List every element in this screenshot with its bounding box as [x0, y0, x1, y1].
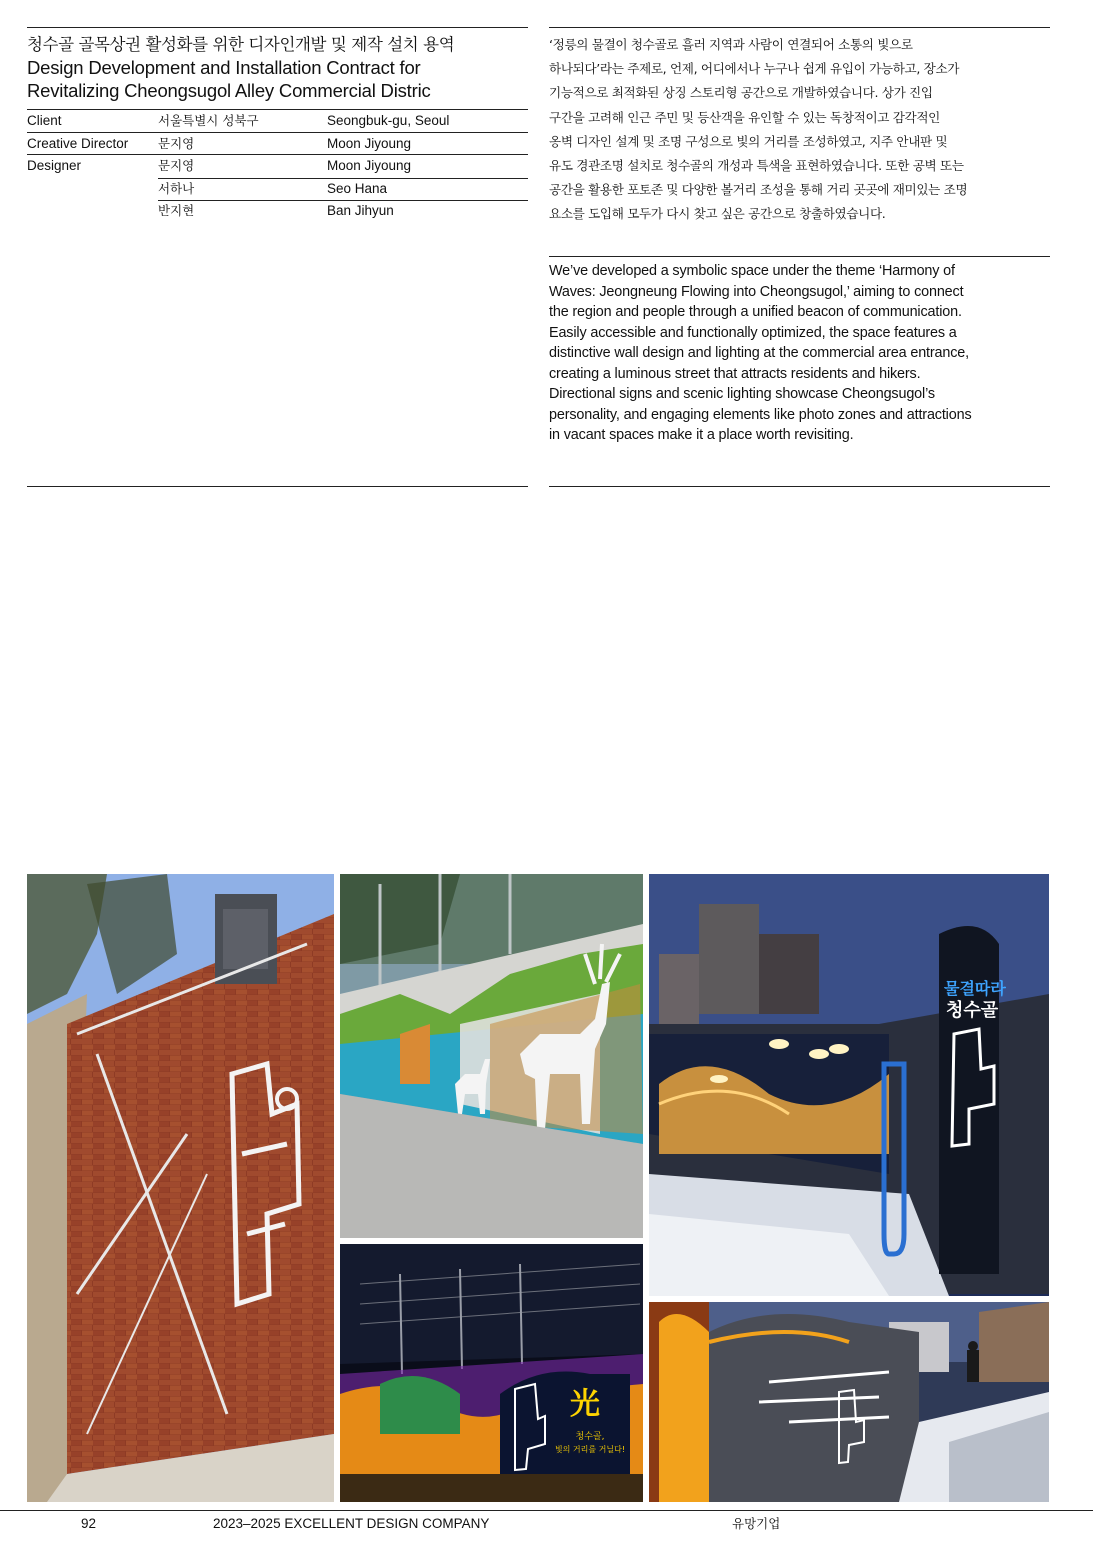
- photo-night-signage: [649, 874, 1049, 1296]
- top-rule-right: [549, 27, 1050, 28]
- photo-glowing-wall-night: [340, 1244, 643, 1502]
- top-rule-left: [27, 27, 528, 28]
- title-english-line1: Design Development and Installation Contract for: [27, 57, 421, 78]
- night-sign-text-line2: 청수골: [946, 1000, 999, 1021]
- credit-row-client: [27, 110, 528, 133]
- desc-en-line: Easily accessible and functionally optimized, the space features a: [549, 324, 957, 341]
- description-korean: [549, 33, 1049, 227]
- desc-en-line: personality, and engaging elements like photo zones and attractions: [549, 406, 972, 423]
- desc-en-line: distinctive wall design and lighting at the commercial area entrance,: [549, 345, 969, 361]
- desc-kr-line: 옹벽 디자인 설계 및 조명 구성으로 빛의 거리를 조성하였고, 지주 안내판 및: [549, 133, 948, 149]
- photo-brick-wall-logo: [27, 874, 334, 1502]
- glow-wall-text-2: 빛의 거리를 거닐다!: [554, 1445, 626, 1454]
- publication-title: 2023–2025 EXCELLENT DESIGN COMPANY: [213, 1516, 490, 1531]
- desc-kr-line: ‘정릉의 물결이 청수골로 흘러 지역과 사람이 연결되어 소통의 빛으로: [549, 37, 913, 52]
- photo-deer-mural-wall: [340, 874, 643, 1238]
- credit-name-kr: 문지영: [158, 158, 195, 173]
- desc-kr-line: 요소를 도입해 모두가 다시 찾고 싶은 공간으로 창출하였습니다.: [549, 206, 886, 222]
- glow-wall-text-1: 청수골,: [575, 1432, 605, 1442]
- credits-table: [27, 110, 528, 223]
- credit-row-designer-3: [27, 200, 528, 223]
- credit-name-en: Moon Jiyoung: [327, 158, 412, 173]
- desc-en-line: Directional signs and scenic lighting showcase Cheongsugol’s: [549, 386, 935, 402]
- photo-alley-lit-wall: [649, 1302, 1049, 1502]
- desc-kr-line: 공간을 활용한 포토존 및 다양한 볼거리 조성을 통해 거리 곳곳에 재미있는 조명: [549, 182, 968, 198]
- title-english-line2: Revitalizing Cheongsugol Alley Commercial Distric: [27, 79, 431, 101]
- credit-row-designer: [27, 155, 528, 178]
- credit-name-en: Ban Jihyun: [327, 203, 394, 218]
- footer-rule: [0, 1510, 1093, 1511]
- credit-name-kr: 서울특별시 성북구: [158, 113, 259, 128]
- desc-kr-line: 유도 경관조명 설치로 청수골의 개성과 특색을 표현하였습니다. 또한 공벽 또는: [549, 158, 964, 174]
- desc-kr-line: 구간을 고려해 인근 주민 및 등산객을 유인할 수 있는 독창적이고 감각적인: [549, 109, 940, 125]
- company-category: 유망기업: [732, 1516, 781, 1531]
- project-title: [27, 33, 528, 102]
- desc-en-line: Waves: Jeongneung Flowing into Cheongsugol,’ aiming to connect: [549, 283, 964, 300]
- desc-en-line: in vacant spaces make it a place worth revisiting.: [549, 427, 854, 443]
- section-end-rule-right: [549, 486, 1050, 487]
- desc-divider-rule: [549, 256, 1050, 257]
- credit-role: Designer: [27, 158, 82, 173]
- desc-en-line: the region and people through a unified beacon of communication.: [549, 304, 962, 320]
- desc-kr-line: 기능적으로 최적화된 상징 스토리형 공간으로 개발하였습니다. 상가 진입: [549, 85, 933, 101]
- credit-name-kr: 반지현: [158, 203, 195, 218]
- credit-name-en: Moon Jiyoung: [327, 135, 412, 151]
- credit-name-en: Seo Hana: [327, 180, 388, 196]
- title-korean: 청수골 골목상권 활성화를 위한 디자인개발 및 제작 설치 용역: [27, 35, 455, 54]
- credit-role: Creative Director: [27, 135, 129, 151]
- section-end-rule-left: [27, 486, 528, 487]
- credit-row-designer-2: [27, 178, 528, 201]
- night-sign-text-line1: 물결따라: [944, 979, 1006, 998]
- credit-name-kr: 문지영: [158, 135, 195, 151]
- page-number: 92: [81, 1516, 97, 1531]
- credit-name-kr: 서하나: [158, 180, 195, 196]
- credit-role: Client: [27, 113, 62, 128]
- desc-en-line: We’ve developed a symbolic space under the theme ‘Harmony of: [549, 263, 955, 279]
- desc-en-line: creating a luminous street that attracts residents and hikers.: [549, 365, 921, 382]
- glow-wall-char: 光: [570, 1387, 600, 1422]
- desc-kr-line: 하나되다’라는 주제로, 언제, 어디에서나 누구나 쉽게 유입이 가능하고, 장소가: [549, 61, 960, 77]
- credit-name-en: Seongbuk-gu, Seoul: [327, 113, 450, 128]
- description-english: [549, 261, 1049, 446]
- credit-row-creative-director: [27, 133, 528, 156]
